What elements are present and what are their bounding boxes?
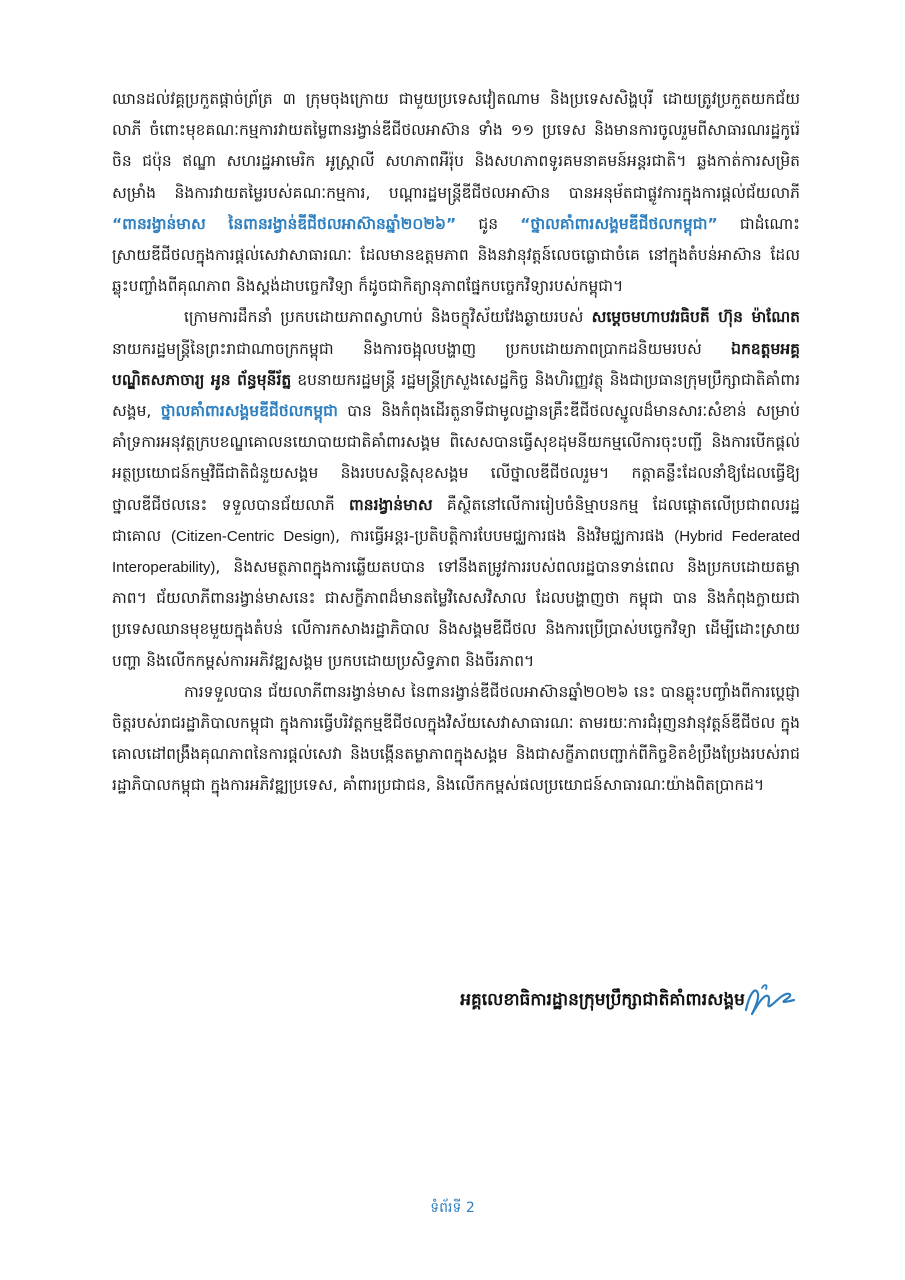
platform-name-highlight-2: ថ្នាលគាំពារសង្គមឌីជីថលកម្ពុជា [160, 402, 338, 421]
paragraph-1-text-b: ជូន [456, 214, 521, 233]
prime-minister-title: សម្តេចមហាបវរធិបតី ហ៊ុន ម៉ាណែត [591, 308, 800, 327]
paragraph-1-text-a: ឈានដល់វគ្គប្រកួតផ្តាច់ព្រ័ត្រ ៣ ក្រុមចុងក្រោយ ជាមួយប្រទេសវៀតណាម និងប្រទេសសិង្ហបុរី ដោយត្រូវប្រកួតយកជ័យលាភី ចំពោះមុខគណៈកម្មការវាយតម្លៃពានរង្វាន់ឌីជីថលអាស៊ាន ទាំង ១១ ប្រទេស និងមានការចូលរួមពីសាធារណរដ្ឋកូរ៉េ ចិន ជប៉ុន ឥណ្ឌា សហរដ្ឋអាមេរិក អូស្ត្រាលី សហភាពអឺរ៉ុប និងសហភាពទូរគមនាគមន៍អន្តរជាតិ។ ឆ្លងកាត់ការសម្រិតសម្រាំង និងការវាយតម្លៃរបស់គណៈកម្មការ, បណ្តារដ្ឋមន្ត្រីឌីជីថលអាស៊ាន បានអនុម័តជាផ្លូវការក្នុងការផ្តល់ជ័យលាភី [112, 90, 800, 202]
paragraph-1-text-c: ជាដំណោះស្រាយឌីជីថលក្នុងការផ្តល់សេវាសាធារណៈ ដែលមានឧត្តមភាព និងនវានុវត្តន៍លេចធ្លោជាចំគេ នៅក្នុងតំបន់អាស៊ាន ដែលឆ្លុះបញ្ចាំងពីគុណភាព និងស្តង់ដាបច្ចេកវិទ្យា ក៏ដូចជាកិត្យានុភាពផ្នែកបច្ចេកវិទ្យារបស់កម្ពុជា។ [112, 214, 800, 296]
paragraph-3 [112, 677, 800, 802]
paragraph-2-text-a: ក្រោមការដឹកនាំ ប្រកបដោយភាពស្វាហាប់ និងចក្ខុវិស័យវែងឆ្ងាយរបស់ [184, 308, 592, 327]
page-number: ទំព័រទី 2 [430, 1200, 475, 1216]
paragraph-2-text-c: ឧបនាយករដ្ឋមន្ត្រី រដ្ឋមន្ត្រីក្រសួងសេដ្ឋកិច្ច និងហិរញ្ញវត្ថុ និងជាប្រធានក្រុមប្រឹក្សាជាតិគាំពារសង្គម, [112, 370, 800, 421]
paragraph-2-text-b: នាយករដ្ឋមន្ត្រីនៃព្រះរាជាណាចក្រកម្ពុជា និងការចង្អុលបង្ហាញ ប្រកបដោយភាពប្រាកដនិយមរបស់ [112, 339, 732, 358]
handwritten-signature-icon [742, 980, 800, 1020]
paragraph-2-text-e: គឺស្ថិតនៅលើការរៀបចំនិម្មាបនកម្ម ដែលផ្តោតលើប្រជាពលរដ្ឋជាគោល [112, 495, 800, 545]
paragraph-3-text: ការទទួលបាន ជ័យលាភីពានរង្វាន់មាស នៃពានរង្វាន់ឌីជីថលអាស៊ានឆ្នាំ២០២៦ នេះ បានឆ្លុះបញ្ចាំងពីការប្តេជ្ញាចិត្តរបស់រាជរដ្ឋាភិបាលកម្ពុជា ក្នុងការធ្វើបរិវត្តកម្មឌីជីថលក្នុងវិស័យសេវាសាធារណៈ តាមរយៈការជំរុញនវានុវត្តន៍ឌីជីថល ក្នុងគោលដៅពង្រឹងគុណភាពនៃការផ្តល់សេវា និងបង្កើនតម្លាភាពក្នុងសង្គម និងជាសក្ខីភាពបញ្ជាក់ពីកិច្ចខិតខំប្រឹងប្រែងរបស់រាជរដ្ឋាភិបាលកម្ពុជា ក្នុងការអភិវឌ្ឍប្រទេស, គាំពារប្រជាជន, និងលើកកម្ពស់ផលប្រយោជន៍សាធារណៈយ៉ាងពិតប្រាកដ។ [112, 682, 800, 795]
body-text [112, 84, 800, 802]
platform-name-highlight: “ថ្នាលគាំពារសង្គមឌីជីថលកម្ពុជា” [520, 214, 718, 233]
issuer-name: អគ្គលេខាធិការដ្ឋានក្រុមប្រឹក្សាជាតិគាំពារសង្គម [460, 990, 745, 1010]
paragraph-1 [112, 84, 800, 302]
paragraph-2-text-g: , និងសមត្ថភាពក្នុងការឆ្លើយតបបាន ទៅនឹងតម្រូវការរបស់ពលរដ្ឋបានទាន់ពេល និងប្រកបដោយតម្លាភាព។ ជ័យលាភីពានរង្វាន់មាសនេះ ជាសក្ខីភាពដ៏មានតម្លៃវិសេសវិសាល ដែលបង្ហាញថា កម្ពុជា បាន និងកំពុងក្លាយជាប្រទេសឈានមុខមួយក្នុងតំបន់ លើការកសាងរដ្ឋាភិបាល និងសង្គមឌីជីថល និងការប្រើប្រាស់បច្ចេកវិទ្យា ដើម្បីដោះស្រាយបញ្ហា និងលើកកម្ពស់ការអភិវឌ្ឍសង្គម ប្រកបដោយប្រសិទ្ធភាព និងចីរភាព។ [112, 558, 800, 670]
deputy-prime-minister-title: ឯកឧត្តមអគ្គបណ្ឌិតសភាចារ្យ អូន ព័ន្ធមុនីរ័ត្ន [112, 339, 800, 389]
signature-block [330, 980, 800, 1020]
paragraph-2 [112, 302, 800, 676]
term-hybrid-federated: (Hybrid Federated Interoperability) [112, 527, 801, 577]
term-citizen-centric: (Citizen-Centric Design) [171, 527, 336, 545]
award-name-highlight: “ពានរង្វាន់មាស នៃពានរង្វាន់ឌីជីថលអាស៊ានឆ្នាំ២០២៦” [112, 214, 457, 233]
paragraph-2-text-d: បាន និងកំពុងដើរតួនាទីជាមូលដ្ឋានគ្រឹះឌីជីថលស្នូលដ៏មានសារៈសំខាន់ សម្រាប់គាំទ្រការអនុវត្តក្របខណ្ឌគោលនយោបាយជាតិគាំពារសង្គម ពិសេសបានធ្វើសុខដុមនីយកម្មលើការចុះបញ្ជី និងការបើកផ្តល់អត្ថប្រយោជន៍កម្មវិធីជាតិជំនួយសង្គម និងរបបសន្តិសុខសង្គម លើថ្នាលឌីជីថលរួម។ កត្តាគន្លឹះដែលនាំឱ្យដែលធ្វើឱ្យថ្នាលឌីជីថលនេះ ទទួលបានជ័យលាភី [112, 402, 800, 514]
paragraph-2-text-f: , ការធ្វើអន្តរ-ប្រតិបត្តិការបែបមជ្ឈការផង និងវិមជ្ឈការផង [335, 526, 675, 545]
gold-award-bold: ពានរង្វាន់មាស [349, 495, 433, 514]
